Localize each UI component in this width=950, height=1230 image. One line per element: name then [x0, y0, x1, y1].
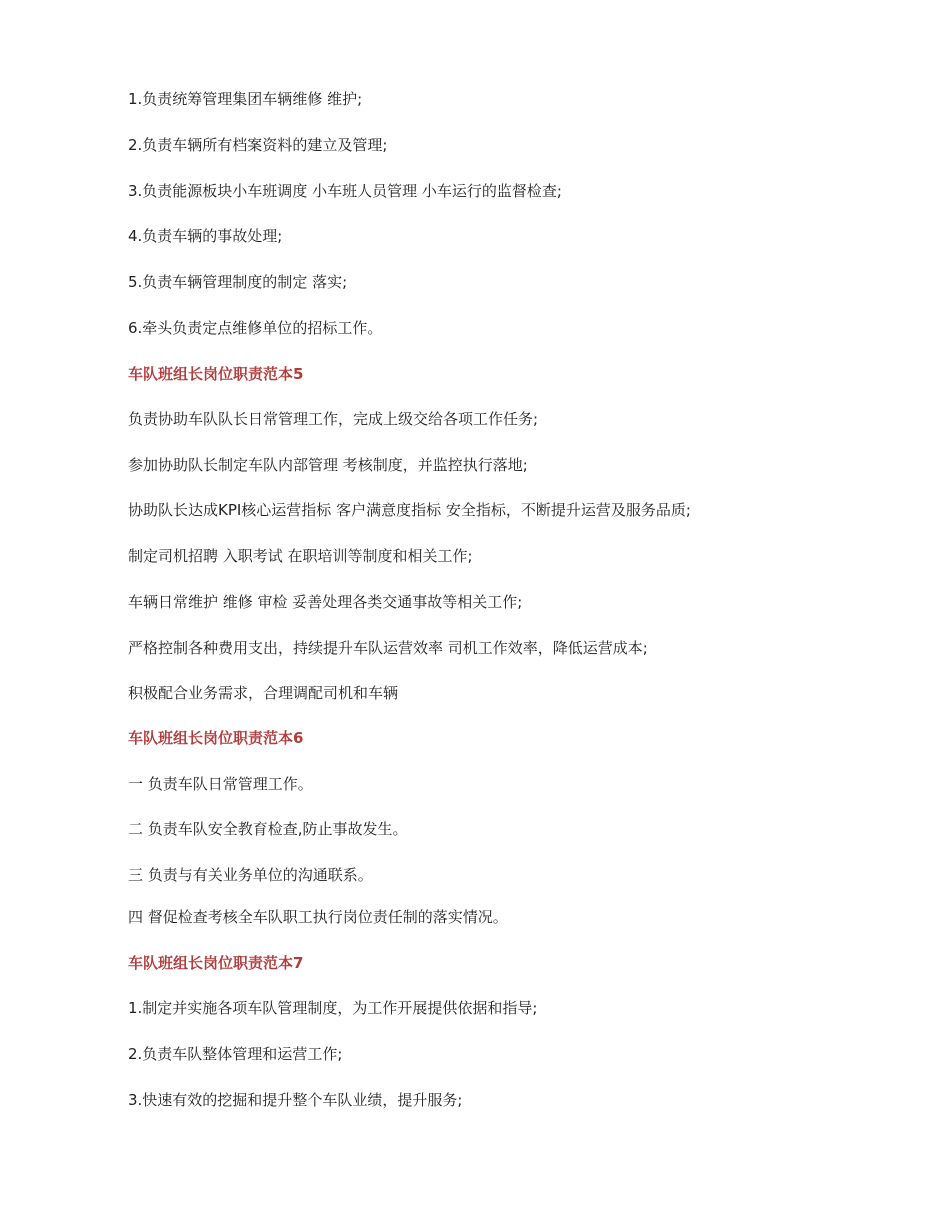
list-item: 一 负责车队日常管理工作。 — [128, 775, 313, 793]
list-item: 严格控制各种费用支出，持续提升车队运营效率 司机工作效率，降低运营成本; — [128, 639, 648, 657]
list-item: 负责协助车队队长日常管理工作，完成上级交给各项工作任务; — [128, 410, 539, 428]
list-item: 6.牵头负责定点维修单位的招标工作。 — [128, 319, 383, 337]
list-item: 三 负责与有关业务单位的沟通联系。 — [128, 866, 373, 884]
list-item: 5.负责车辆管理制度的制定 落实; — [128, 273, 348, 291]
list-item: 3.快速有效的挖掘和提升整个车队业绩，提升服务; — [128, 1091, 463, 1109]
section-heading: 车队班组长岗位职责范本5 — [128, 365, 304, 383]
list-item: 积极配合业务需求，合理调配司机和车辆 — [128, 684, 399, 702]
list-item: 1.制定并实施各项车队管理制度，为工作开展提供依据和指导; — [128, 999, 538, 1017]
list-item: 2.负责车辆所有档案资料的建立及管理; — [128, 136, 388, 154]
list-item: 二 负责车队安全教育检查,防止事故发生。 — [128, 820, 408, 838]
section-heading: 车队班组长岗位职责范本6 — [128, 729, 304, 747]
list-item: 参加协助队长制定车队内部管理 考核制度，并监控执行落地; — [128, 456, 528, 474]
section-heading: 车队班组长岗位职责范本7 — [128, 954, 304, 972]
list-item: 车辆日常维护 维修 审检 妥善处理各类交通事故等相关工作; — [128, 593, 523, 611]
list-item: 4.负责车辆的事故处理; — [128, 227, 283, 245]
list-item: 协助队长达成KPI核心运营指标 客户满意度指标 安全指标，不断提升运营及服务品质; — [128, 501, 691, 519]
list-item: 四 督促检查考核全车队职工执行岗位责任制的落实情况。 — [128, 908, 508, 926]
list-item: 制定司机招聘 入职考试 在职培训等制度和相关工作; — [128, 547, 473, 565]
list-item: 2.负责车队整体管理和运营工作; — [128, 1045, 343, 1063]
list-item: 1.负责统筹管理集团车辆维修 维护; — [128, 90, 363, 108]
list-item: 3.负责能源板块小车班调度 小车班人员管理 小车运行的监督检查; — [128, 182, 562, 200]
